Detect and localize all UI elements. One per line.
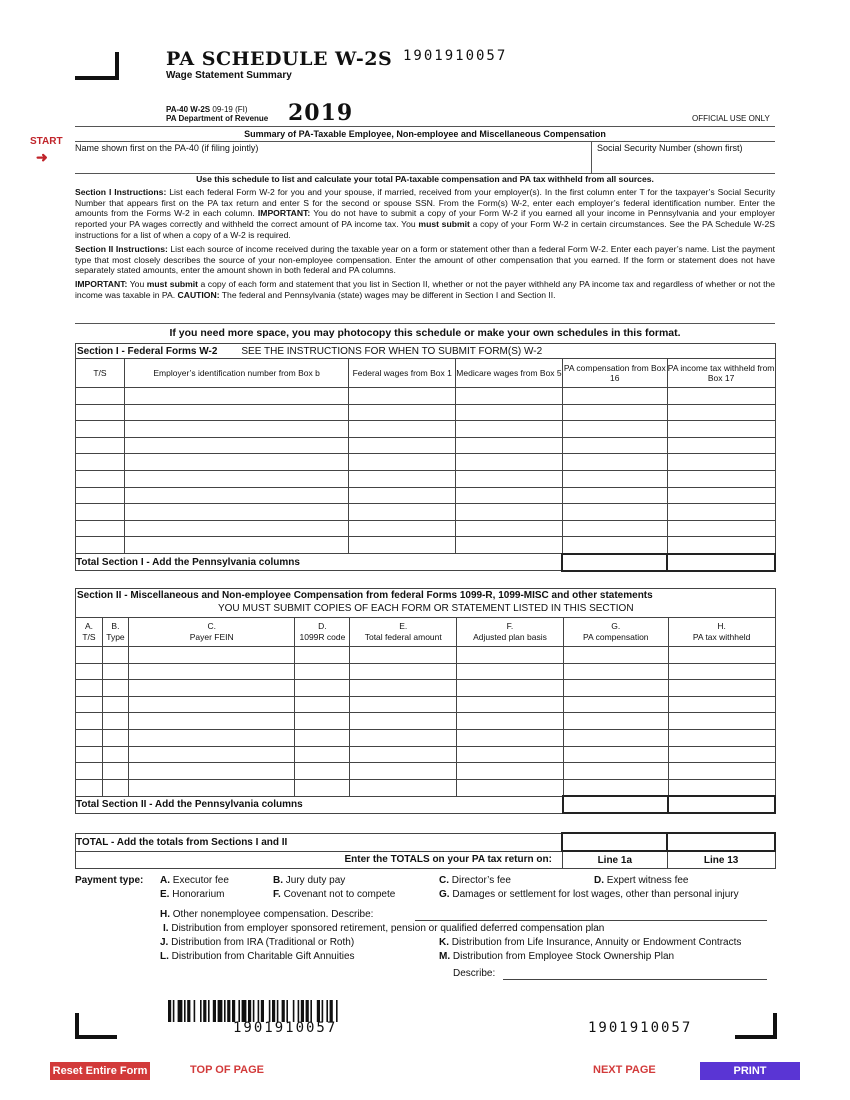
table-cell-input[interactable] — [76, 520, 125, 537]
section1-instructions: Section I Instructions: List each federal Form W-2 for you and your spouse, if married, received from your employer(s). In the first column enter T for the taxpayer’s Social Security Number that appears first on the PA tax return and enter S for the second or spouse SSN. From the Form(s) W-2, enter each employer’s federal identification number. Enter the amounts from the Forms W-2 in each column. IMPORTANT: You do not have to submit a copy of your Form W-2 if you earned all your income in Pennsylvania and your employer reported your PA wages correctly and withheld the correct amount of PA income tax. You must submit a copy of your Form W-2 in certain circumstances. See the PA Schedule W-2S instructions for a list of when a copy of a W-2 is required. — [75, 186, 776, 240]
section2-total-label: Total Section II - Add the Pennsylvania columns — [76, 796, 564, 813]
section2-table — [75, 588, 776, 814]
barcode-number: 1901910057 — [233, 1020, 338, 1036]
table-cell-input[interactable] — [76, 454, 125, 471]
section2-col-header: B. Type — [102, 618, 128, 647]
table-cell-input[interactable] — [667, 520, 775, 537]
barcode-bar — [298, 1000, 300, 1022]
table-cell-input[interactable] — [456, 470, 563, 487]
barcode-bar — [232, 1000, 235, 1022]
table-cell-input[interactable] — [667, 537, 775, 554]
payment-type-label: Payment type: — [75, 875, 144, 886]
table-cell-input[interactable] — [76, 388, 125, 405]
table-cell-input[interactable] — [563, 680, 668, 697]
table-cell-input[interactable] — [563, 663, 668, 680]
table-cell-input[interactable] — [128, 696, 295, 713]
table-cell-input[interactable] — [456, 421, 563, 438]
barcode-bar — [306, 1000, 309, 1022]
table-cell-input[interactable] — [668, 779, 775, 796]
table-cell-input[interactable] — [124, 487, 348, 504]
scan-number-top: 1901910057 — [403, 48, 508, 64]
table-cell-input[interactable] — [349, 487, 456, 504]
table-cell-input[interactable] — [667, 404, 775, 421]
table-cell-input[interactable] — [457, 647, 564, 664]
section2-col-header: H. PA tax withheld — [668, 618, 775, 647]
section1-total-pa-tax[interactable] — [667, 554, 775, 571]
table-cell-input[interactable] — [563, 647, 668, 664]
table-cell-input[interactable] — [350, 713, 457, 730]
table-cell-input[interactable] — [295, 713, 350, 730]
table-cell-input[interactable] — [457, 729, 564, 746]
table-cell-input[interactable] — [349, 537, 456, 554]
table-cell-input[interactable] — [295, 680, 350, 697]
barcode-bar — [272, 1000, 275, 1022]
table-row — [76, 421, 776, 438]
table-cell-input[interactable] — [667, 470, 775, 487]
barcode-bar — [317, 1000, 320, 1022]
barcode-bar — [218, 1000, 223, 1022]
barcode-bar — [277, 1000, 279, 1022]
table-cell-input[interactable] — [456, 487, 563, 504]
barcode-bar — [194, 1000, 196, 1022]
table-cell-input[interactable] — [76, 504, 125, 521]
table-cell-input[interactable] — [128, 680, 295, 697]
tax-year: 2019 — [288, 100, 354, 126]
barcode-bar — [178, 1000, 183, 1022]
barcode-bar — [224, 1000, 226, 1022]
table-cell-input[interactable] — [563, 779, 668, 796]
table-cell-input[interactable] — [668, 696, 775, 713]
table-cell-input[interactable] — [295, 746, 350, 763]
table-cell-input[interactable] — [128, 647, 295, 664]
table-cell-input[interactable] — [350, 729, 457, 746]
payment-type-b: B. Jury duty pay — [273, 875, 346, 886]
table-row — [76, 470, 776, 487]
table-cell-input[interactable] — [76, 647, 103, 664]
table-cell-input[interactable] — [562, 520, 667, 537]
barcode-bar — [213, 1000, 216, 1022]
barcode-bar — [238, 1000, 240, 1022]
section2-header: Section II - Miscellaneous and Non-employee Compensation from federal Forms 1099-R, 1099-MISC and other statements YOU MUST SUBMIT COPIES OF EACH FORM OR STATEMENT LISTED IN THIS SECTION — [76, 589, 776, 618]
table-cell-input[interactable] — [102, 680, 128, 697]
table-cell-input[interactable] — [349, 454, 456, 471]
table-cell-input[interactable] — [350, 696, 457, 713]
barcode-bar — [301, 1000, 304, 1022]
totals-table — [75, 832, 776, 869]
table-cell-input[interactable] — [349, 437, 456, 454]
form-rev: 09-19 (FI) — [212, 105, 248, 114]
section1-total-pa-comp[interactable] — [562, 554, 667, 571]
table-cell-input[interactable] — [76, 663, 103, 680]
table-row — [76, 504, 776, 521]
table-row — [76, 647, 776, 664]
table-cell-input[interactable] — [457, 763, 564, 780]
grand-total-label: TOTAL - Add the totals from Sections I and II — [76, 833, 563, 851]
table-cell-input[interactable] — [128, 763, 295, 780]
next-page-link[interactable]: NEXT PAGE — [593, 1064, 656, 1076]
table-cell-input[interactable] — [562, 487, 667, 504]
corner-mark-bottom-left — [75, 1013, 117, 1039]
table-row — [76, 437, 776, 454]
table-cell-input[interactable] — [124, 470, 348, 487]
table-cell-input[interactable] — [102, 729, 128, 746]
barcode-bar — [258, 1000, 260, 1022]
barcode-bar — [242, 1000, 247, 1022]
payment-type-j: J. Distribution from IRA (Traditional or Roth) — [160, 937, 355, 948]
table-cell-input[interactable] — [76, 763, 103, 780]
table-row — [76, 663, 776, 680]
table-cell-input[interactable] — [102, 746, 128, 763]
table-cell-input[interactable] — [562, 421, 667, 438]
section2-total-pa-tax[interactable] — [668, 796, 775, 813]
table-cell-input[interactable] — [295, 763, 350, 780]
print-button[interactable]: PRINT — [700, 1062, 800, 1080]
table-cell-input[interactable] — [668, 663, 775, 680]
table-cell-input[interactable] — [76, 421, 125, 438]
table-row — [76, 487, 776, 504]
col-federal-wages: Federal wages from Box 1 — [349, 359, 456, 388]
table-cell-input[interactable] — [349, 470, 456, 487]
table-cell-input[interactable] — [563, 696, 668, 713]
table-cell-input[interactable] — [668, 746, 775, 763]
table-cell-input[interactable] — [350, 746, 457, 763]
table-cell-input[interactable] — [128, 729, 295, 746]
instructions — [75, 174, 775, 304]
table-cell-input[interactable] — [295, 779, 350, 796]
payment-type-f: F. Covenant not to compete — [273, 889, 396, 900]
barcode-bar — [248, 1000, 251, 1022]
table-cell-input[interactable] — [667, 504, 775, 521]
table-cell-input[interactable] — [76, 746, 103, 763]
table-cell-input[interactable] — [456, 437, 563, 454]
table-cell-input[interactable] — [457, 696, 564, 713]
barcode-bar — [227, 1000, 230, 1022]
barcode-bar — [326, 1000, 328, 1022]
table-cell-input[interactable] — [295, 647, 350, 664]
table-cell-input[interactable] — [668, 729, 775, 746]
table-row — [76, 746, 776, 763]
table-cell-input[interactable] — [124, 504, 348, 521]
line-1a-label: Line 1a — [562, 851, 667, 869]
table-cell-input[interactable] — [562, 470, 667, 487]
col-medicare-wages: Medicare wages from Box 5 — [456, 359, 563, 388]
grand-total-pa-tax[interactable] — [667, 833, 775, 851]
table-cell-input[interactable] — [128, 746, 295, 763]
official-use-label: OFFICIAL USE ONLY — [692, 114, 770, 123]
barcode-bar — [184, 1000, 186, 1022]
table-cell-input[interactable] — [295, 696, 350, 713]
table-cell-input[interactable] — [350, 763, 457, 780]
table-cell-input[interactable] — [128, 713, 295, 730]
table-row — [76, 763, 776, 780]
table-cell-input[interactable] — [102, 663, 128, 680]
table-cell-input[interactable] — [128, 779, 295, 796]
table-cell-input[interactable] — [456, 504, 563, 521]
table-cell-input[interactable] — [124, 520, 348, 537]
table-cell-input[interactable] — [124, 437, 348, 454]
name-field-label: Name shown first on the PA-40 (if filing jointly) — [75, 143, 259, 153]
table-cell-input[interactable] — [128, 663, 295, 680]
table-cell-input[interactable] — [76, 713, 103, 730]
col-employer-id: Employer’s identification number from Box b — [124, 359, 348, 388]
table-cell-input[interactable] — [102, 713, 128, 730]
barcode-bar — [208, 1000, 210, 1022]
table-cell-input[interactable] — [668, 647, 775, 664]
important-note: IMPORTANT: You must submit a copy of each form and statement that you list in Section II, whether or not the payer withheld any PA income tax and regardless of whether or not the income was taxable in PA. CAUTION: The federal and Pennsylvania (state) wages may be different in Section I and Section II. — [75, 279, 776, 300]
table-cell-input[interactable] — [563, 713, 668, 730]
barcode-bar — [253, 1000, 255, 1022]
table-cell-input[interactable] — [76, 470, 125, 487]
payment-type-m: M. Distribution from Employee Stock Ownership Plan — [439, 951, 675, 962]
section2-col-header: F. Adjusted plan basis — [457, 618, 564, 647]
table-cell-input[interactable] — [124, 404, 348, 421]
section2-col-header: G. PA compensation — [563, 618, 668, 647]
start-label: START — [30, 136, 63, 147]
section2-col-header: D. 1099R code — [295, 618, 350, 647]
table-cell-input[interactable] — [295, 729, 350, 746]
form-subtitle: Wage Statement Summary — [166, 70, 292, 81]
payment-type-h: H. Other nonemployee compensation. Describe: — [160, 909, 374, 920]
section2-total-pa-comp[interactable] — [563, 796, 668, 813]
table-cell-input[interactable] — [102, 696, 128, 713]
table-cell-input[interactable] — [562, 537, 667, 554]
payment-type-i: I. Distribution from employer sponsored retirement, pension or qualified deferred compensation plan — [163, 923, 605, 934]
table-cell-input[interactable] — [349, 504, 456, 521]
line-13-label: Line 13 — [667, 851, 775, 869]
enter-totals-label: Enter the TOTALS on your PA tax return on: — [76, 851, 563, 869]
table-row — [76, 404, 776, 421]
table-cell-input[interactable] — [457, 663, 564, 680]
table-cell-input[interactable] — [456, 520, 563, 537]
table-cell-input[interactable] — [349, 421, 456, 438]
table-cell-input[interactable] — [349, 520, 456, 537]
table-cell-input[interactable] — [456, 404, 563, 421]
table-cell-input[interactable] — [295, 663, 350, 680]
barcode-bar — [282, 1000, 285, 1022]
table-cell-input[interactable] — [76, 729, 103, 746]
form-title: PA SCHEDULE W-2S — [166, 48, 393, 70]
section2-instructions: Section II Instructions: List each source of income received during the taxable year on a form or statement other than a federal Form W-2. Enter each payer’s name. List the payment type that most closely describes the source of your non-employee compensation. Enter the amount of other compensation that you earned. If the form or statement does not have separately stated amounts, enter the amount shown in both federal and PA columns. — [75, 243, 775, 276]
table-cell-input[interactable] — [76, 537, 125, 554]
table-cell-input[interactable] — [350, 779, 457, 796]
table-cell-input[interactable] — [668, 713, 775, 730]
barcode-bar — [200, 1000, 202, 1022]
table-row — [76, 713, 776, 730]
table-cell-input[interactable] — [667, 421, 775, 438]
table-cell-input[interactable] — [76, 437, 125, 454]
table-row — [76, 537, 776, 554]
section1-total-label: Total Section I - Add the Pennsylvania columns — [76, 554, 563, 571]
table-cell-input[interactable] — [102, 763, 128, 780]
form-id: PA-40 W-2S — [166, 105, 211, 114]
table-cell-input[interactable] — [350, 680, 457, 697]
table-row — [76, 696, 776, 713]
scan-number-bottom: 1901910057 — [588, 1020, 693, 1036]
corner-mark-top-left — [75, 52, 119, 80]
describe-h-field[interactable] — [415, 908, 767, 921]
table-cell-input[interactable] — [562, 454, 667, 471]
barcode-bar — [168, 1000, 171, 1022]
table-cell-input[interactable] — [562, 437, 667, 454]
payment-type-c: C. Director’s fee — [439, 875, 511, 886]
table-cell-input[interactable] — [76, 779, 103, 796]
payment-type-k: K. Distribution from Life Insurance, Annuity or Endowment Contracts — [439, 937, 742, 948]
table-cell-input[interactable] — [76, 696, 103, 713]
more-space-note: If you need more space, you may photocopy this schedule or make your own schedules in this format. — [75, 323, 775, 339]
section2-col-header: C. Payer FEIN — [128, 618, 295, 647]
payment-type-e: E. Honorarium — [160, 889, 225, 900]
instructions-heading: Use this schedule to list and calculate your total PA-taxable compensation and PA tax withheld from all sources. — [196, 174, 654, 184]
col-pa-tax-withheld: PA income tax withheld from Box 17 — [667, 359, 775, 388]
table-cell-input[interactable] — [124, 537, 348, 554]
table-cell-input[interactable] — [667, 437, 775, 454]
barcode-bar — [293, 1000, 295, 1022]
table-cell-input[interactable] — [563, 763, 668, 780]
table-cell-input[interactable] — [667, 487, 775, 504]
table-cell-input[interactable] — [668, 763, 775, 780]
describe-label: Describe: — [453, 968, 496, 979]
table-cell-input[interactable] — [456, 537, 563, 554]
table-cell-input[interactable] — [562, 504, 667, 521]
table-row — [76, 779, 776, 796]
payment-type-l: L. Distribution from Charitable Gift Annuities — [160, 951, 355, 962]
table-cell-input[interactable] — [457, 713, 564, 730]
barcode-bar — [336, 1000, 338, 1022]
reset-form-button[interactable]: Reset Entire Form — [50, 1062, 150, 1080]
table-cell-input[interactable] — [76, 680, 103, 697]
table-cell-input[interactable] — [457, 779, 564, 796]
table-cell-input[interactable] — [457, 746, 564, 763]
name-ssn-row — [75, 141, 775, 174]
table-cell-input[interactable] — [102, 779, 128, 796]
table-cell-input[interactable] — [102, 647, 128, 664]
top-of-page-link[interactable]: TOP OF PAGE — [190, 1064, 264, 1076]
payment-type-g: G. Damages or settlement for lost wages, other than personal injury — [439, 889, 739, 900]
table-row — [76, 729, 776, 746]
table-cell-input[interactable] — [124, 454, 348, 471]
table-cell-input[interactable] — [562, 404, 667, 421]
payment-type-d: D. Expert witness fee — [594, 875, 689, 886]
barcode-bar — [187, 1000, 190, 1022]
table-cell-input[interactable] — [563, 729, 668, 746]
barcode-bar — [310, 1000, 312, 1022]
barcode-bar — [261, 1000, 264, 1022]
table-cell-input[interactable] — [563, 746, 668, 763]
barcode-bar — [269, 1000, 271, 1022]
col-pa-compensation: PA compensation from Box 16 — [562, 359, 667, 388]
table-cell-input[interactable] — [562, 388, 667, 405]
table-cell-input[interactable] — [667, 388, 775, 405]
department: PA Department of Revenue — [166, 114, 269, 123]
table-cell-input[interactable] — [667, 454, 775, 471]
barcode-bar — [203, 1000, 206, 1022]
table-cell-input[interactable] — [456, 388, 563, 405]
table-cell-input[interactable] — [457, 680, 564, 697]
table-cell-input[interactable] — [124, 421, 348, 438]
barcode-bar — [286, 1000, 288, 1022]
arrow-right-icon: ➜ — [36, 149, 48, 165]
barcode — [168, 1000, 400, 1022]
table-cell-input[interactable] — [456, 454, 563, 471]
payment-type-a: A. Executor fee — [160, 875, 229, 886]
col-ts: T/S — [76, 359, 125, 388]
section1-header: Section I - Federal Forms W-2 SEE THE INSTRUCTIONS FOR WHEN TO SUBMIT FORM(S) W-2 — [76, 344, 776, 359]
table-row — [76, 520, 776, 537]
table-cell-input[interactable] — [76, 487, 125, 504]
table-row — [76, 388, 776, 405]
table-cell-input[interactable] — [350, 663, 457, 680]
barcode-bar — [173, 1000, 175, 1022]
describe-m-field[interactable] — [503, 967, 767, 980]
ssn-field-label: Social Security Number (shown first) — [597, 143, 743, 153]
table-cell-input[interactable] — [349, 388, 456, 405]
section2-col-header: E. Total federal amount — [350, 618, 457, 647]
form-id-block — [166, 105, 268, 123]
table-cell-input[interactable] — [124, 388, 348, 405]
section2-col-header: A. T/S — [76, 618, 103, 647]
corner-mark-bottom-right — [735, 1013, 777, 1039]
barcode-bar — [330, 1000, 333, 1022]
barcode-bar — [322, 1000, 324, 1022]
table-cell-input[interactable] — [349, 404, 456, 421]
table-row — [76, 454, 776, 471]
section1-table — [75, 343, 776, 572]
table-cell-input[interactable] — [350, 647, 457, 664]
divider — [591, 141, 592, 173]
grand-total-pa-comp[interactable] — [562, 833, 667, 851]
table-row — [76, 680, 776, 697]
table-cell-input[interactable] — [76, 404, 125, 421]
table-cell-input[interactable] — [668, 680, 775, 697]
summary-title: Summary of PA-Taxable Employee, Non-employee and Miscellaneous Compensation — [75, 126, 775, 142]
